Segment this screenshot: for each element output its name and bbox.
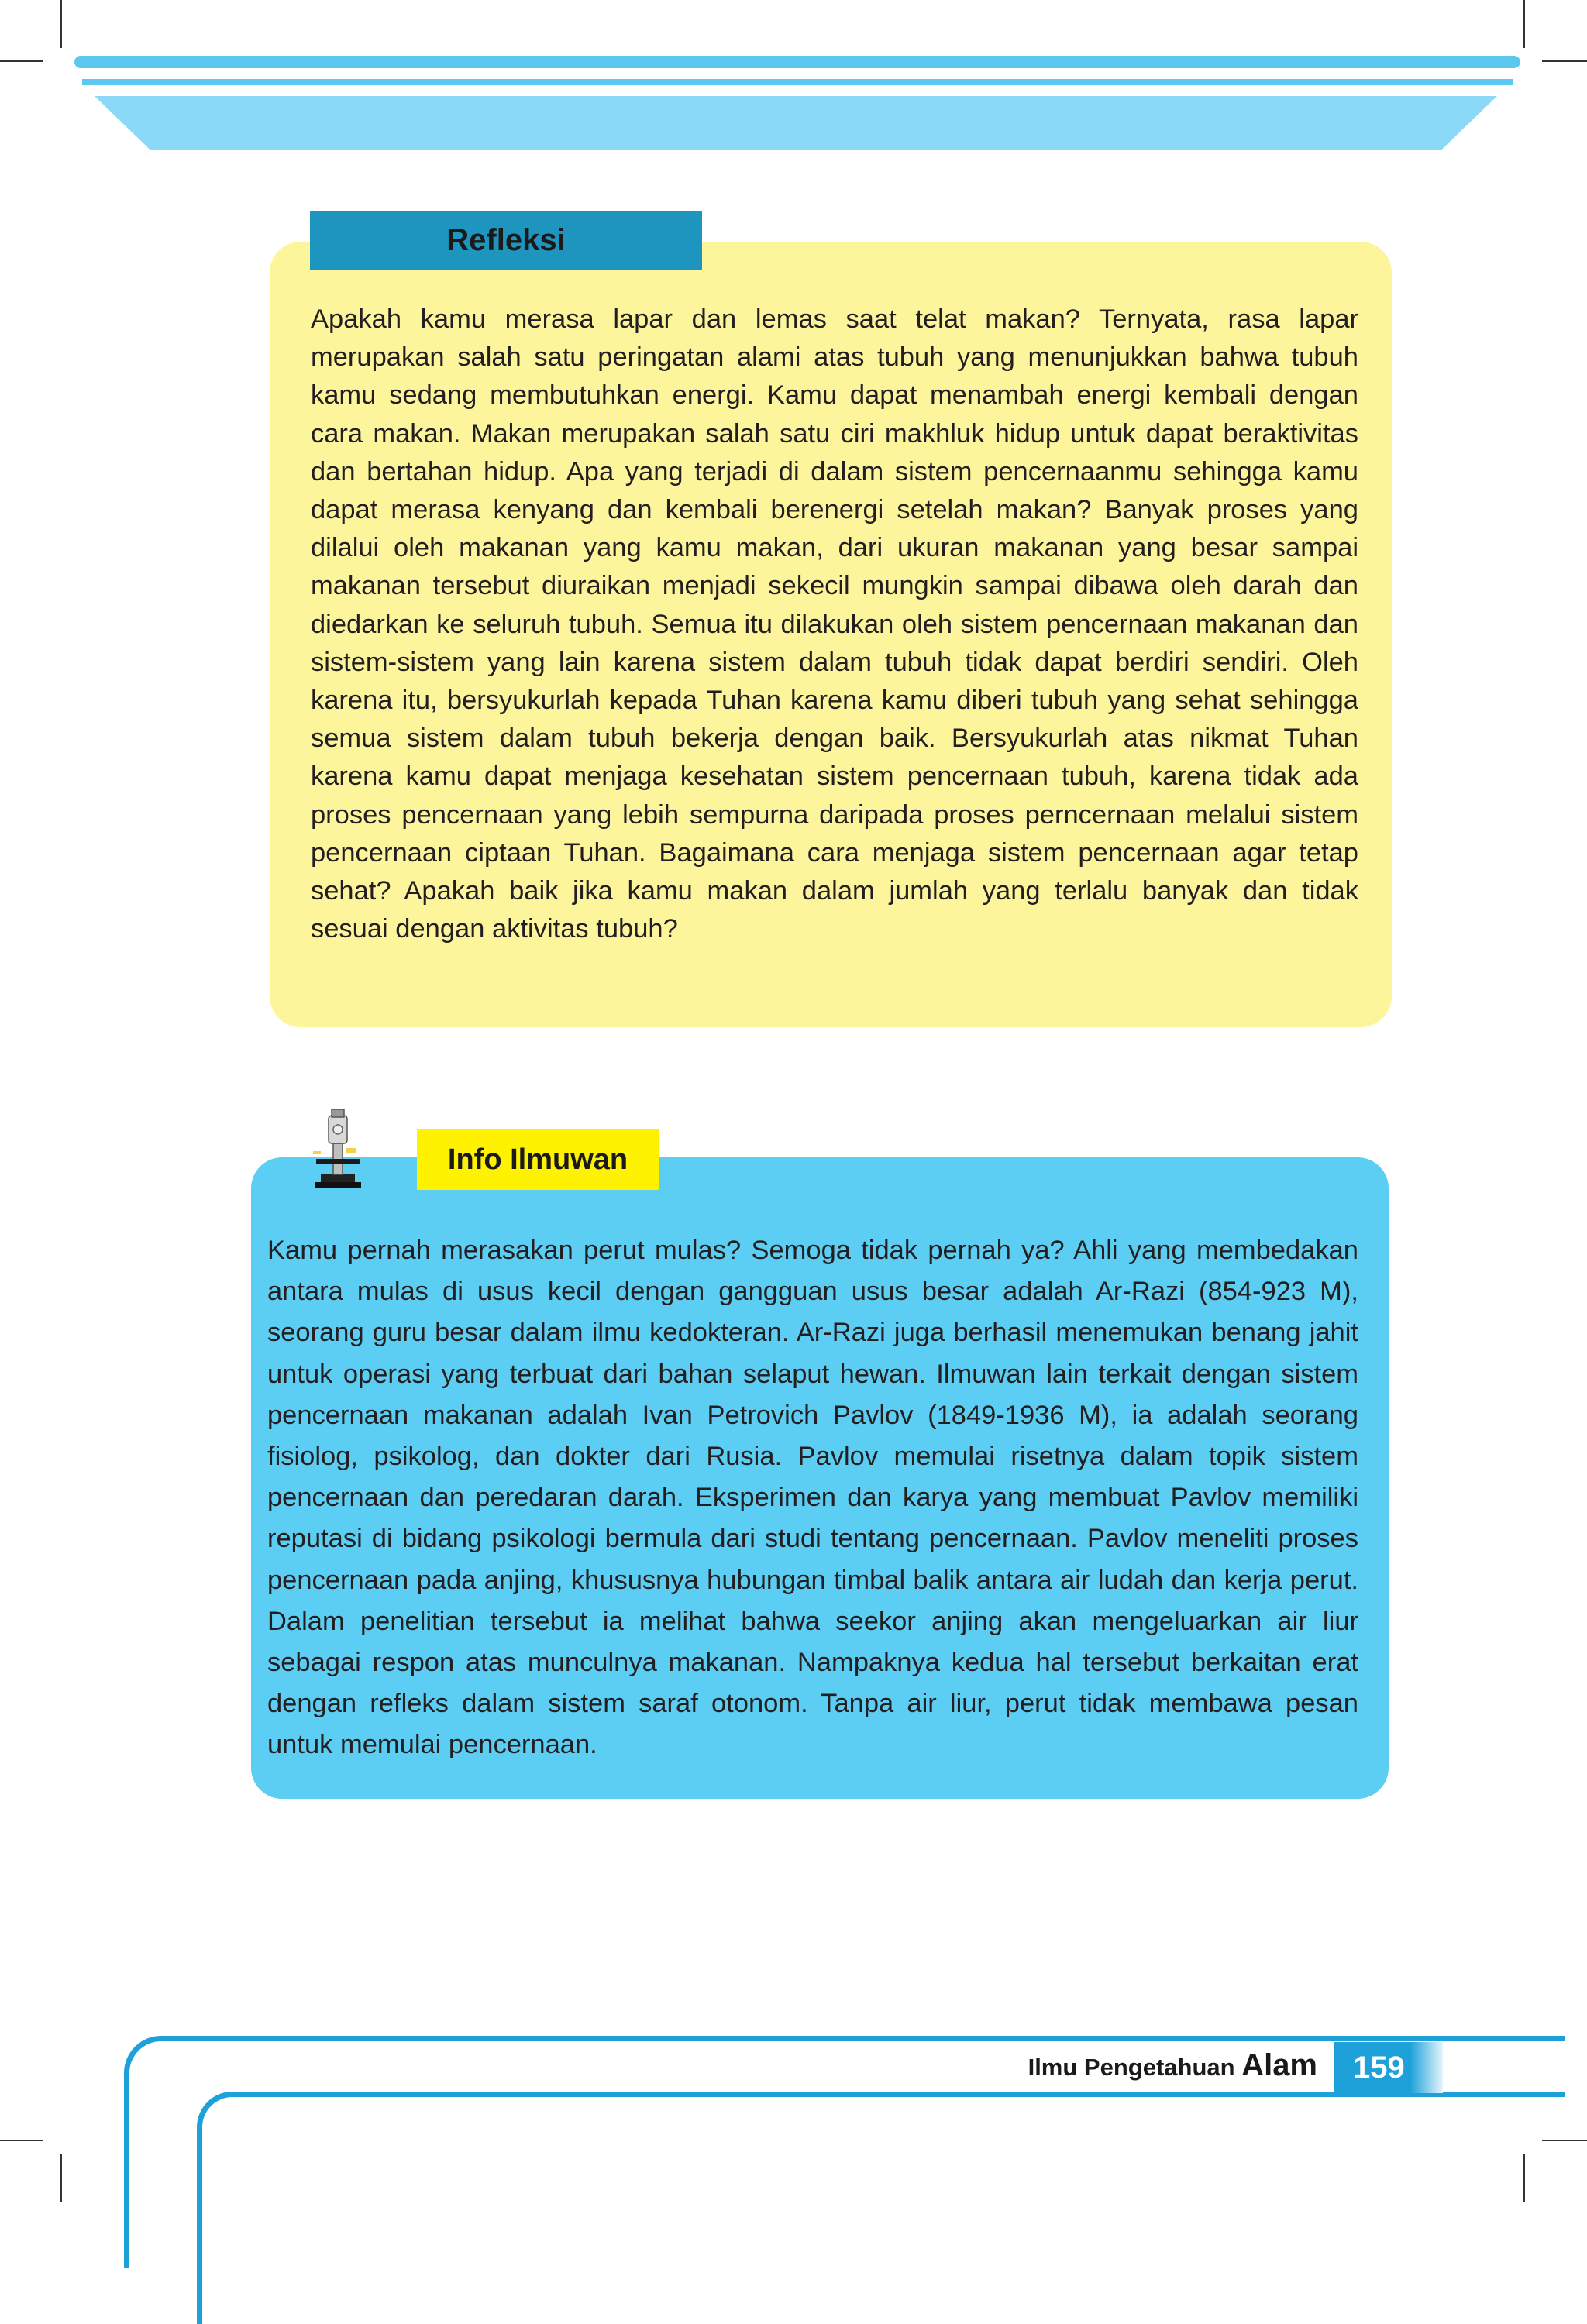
header-bar-top <box>74 56 1520 68</box>
book-title-main: Ilmu Pengetahuan <box>1028 2054 1242 2081</box>
crop-mark <box>1523 0 1525 48</box>
scientist-info-title-tab <box>417 1129 659 1190</box>
reflection-title-tab <box>310 211 702 270</box>
crop-mark <box>1542 60 1587 62</box>
reflection-title: Refleksi <box>446 222 566 257</box>
crop-mark <box>0 2140 43 2141</box>
book-title-emphasis: Alam <box>1241 2048 1317 2082</box>
scientist-info-title: Info Ilmuwan <box>447 1143 628 1176</box>
page-number: 159 <box>1353 2050 1405 2085</box>
header-bar-middle <box>82 79 1513 85</box>
footer-line-inner <box>197 2092 1565 2324</box>
crop-mark <box>0 60 43 62</box>
page-number-badge <box>1334 2042 1443 2093</box>
crop-mark <box>60 0 62 48</box>
reflection-body: Apakah kamu merasa lapar dan lemas saat telat makan? Ternyata, rasa lapar merupakan salah satu peringatan alami atas tubuh yang menunjukkan bahwa tubuh kamu sedang membutuhkan energi. Kamu dapat menambah energi kembali dengan cara makan. Makan merupakan salah satu ciri makhluk hidup untuk dapat beraktivitas dan bertahan hidup. Apa yang terjadi di dalam sistem pencernaanmu sehingga kamu dapat merasa kenyang dan kembali berenergi setelah makan? Banyak proses yang dilalui oleh makanan yang kamu makan, dari ukuran makanan yang besar sampai makanan tersebut diuraikan menjadi sekecil mungkin sampai dibawa oleh darah dan diedarkan ke seluruh tubuh. Semua itu dilakukan oleh sistem pencernaan makanan dan sistem-sistem yang lain karena sistem dalam tubuh tidak dapat berdiri sendiri. Oleh karena itu, bersyukurlah kepada Tuhan karena kamu diberi tubuh yang sehat sehingga semua sistem dalam tubuh bekerja dengan baik. Bersyukurlah atas nikmat Tuhan karena kamu dapat menjaga kesehatan sistem pencernaan tubuh, karena tidak ada proses pencernaan yang lebih sempurna daripada proses perncernaan melalui sistem pencernaan ciptaan Tuhan. Bagaimana cara menjaga sistem pencernaan agar tetap sehat? Apakah baik jika kamu makan dalam jumlah yang terlalu banyak dan tidak sesuai dengan aktivitas tubuh? <box>311 304 1358 944</box>
microscope-icon <box>310 1108 366 1190</box>
crop-mark <box>60 2154 62 2202</box>
scientist-info-body: Kamu pernah merasakan perut mulas? Semoga tidak pernah ya? Ahli yang membedakan antara mulas di usus kecil dengan gangguan usus besar adalah Ar-Razi (854-923 M), seorang guru besar dalam ilmu kedokteran. Ar-Razi juga berhasil menemukan benang jahit untuk operasi yang terbuat dari bahan selaput hewan. Ilmuwan lain terkait dengan sistem pencernaan makanan adalah Ivan Petrovich Pavlov (1849-1936 M), ia adalah seorang fisiolog, psikolog, dan dokter dari Rusia. Pavlov memulai risetnya dalam topik sistem pencernaan dan peredaran darah. Eksperimen dan karya yang membuat Pavlov memiliki reputasi di bidang psikologi bermula dari studi tentang pencernaan. Pavlov meneliti proses pencernaan pada anjing, khususnya hubungan timbal balik antara air ludah dan kerja perut. Dalam penelitian tersebut ia melihat bahwa seekor anjing akan mengeluarkan air liur sebagai respon atas munculnya makanan. Nampaknya kedua hal tersebut berkaitan erat dengan refleks dalam sistem saraf otonom. Tanpa air liur, perut tidak membawa pesan untuk memulai pencernaan. <box>267 1236 1358 1760</box>
book-title <box>891 2048 1317 2083</box>
header-bar-bottom <box>95 96 1497 150</box>
